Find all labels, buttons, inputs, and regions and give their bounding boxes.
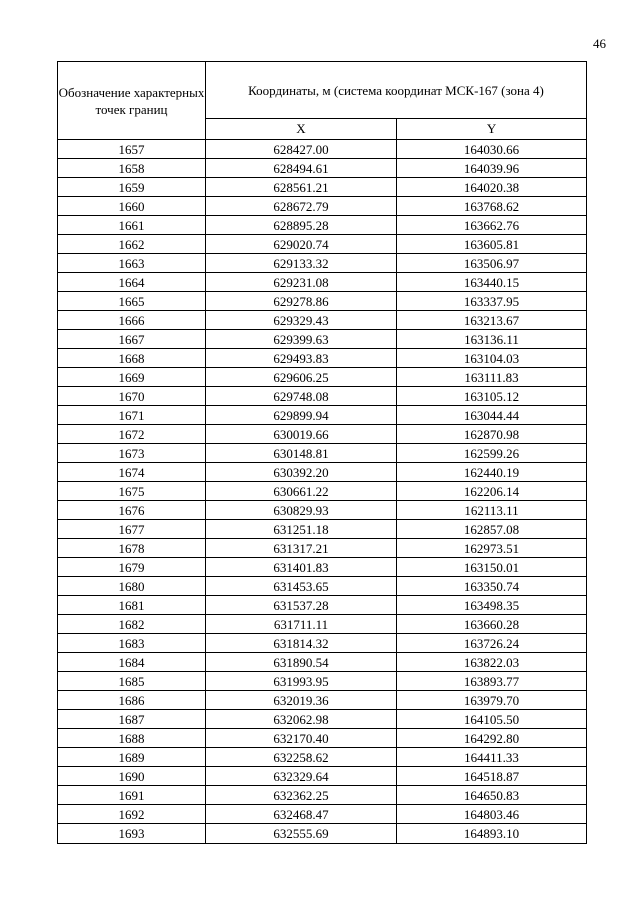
y-coordinate-cell: 162113.11 [397, 501, 587, 520]
y-coordinate-cell: 164105.50 [397, 710, 587, 729]
x-coordinate-cell: 632555.69 [206, 824, 397, 844]
point-id-cell: 1663 [58, 254, 206, 273]
point-id-cell: 1681 [58, 596, 206, 615]
x-coordinate-cell: 632062.98 [206, 710, 397, 729]
coordinates-header-label: Координаты, м (система координат МСК-167 (зона 4) [248, 82, 544, 98]
point-id-cell: 1660 [58, 197, 206, 216]
point-id-cell: 1674 [58, 463, 206, 482]
table-row [58, 349, 587, 368]
point-id-cell: 1659 [58, 178, 206, 197]
y-coordinate-cell: 163350.74 [397, 577, 587, 596]
point-id-cell: 1672 [58, 425, 206, 444]
y-coordinate-cell: 164039.96 [397, 159, 587, 178]
point-id-cell: 1691 [58, 786, 206, 805]
y-coordinate-cell: 163337.95 [397, 292, 587, 311]
table-row [58, 577, 587, 596]
coordinates-header [206, 62, 587, 119]
table-row [58, 235, 587, 254]
y-coordinate-cell: 162440.19 [397, 463, 587, 482]
x-coordinate-cell: 629278.86 [206, 292, 397, 311]
point-id-cell: 1657 [58, 140, 206, 159]
point-id-cell: 1669 [58, 368, 206, 387]
point-id-cell: 1667 [58, 330, 206, 349]
point-id-cell: 1684 [58, 653, 206, 672]
y-coordinate-cell: 163105.12 [397, 387, 587, 406]
y-coordinate-cell: 163440.15 [397, 273, 587, 292]
y-coordinate-cell: 163044.44 [397, 406, 587, 425]
table-body [58, 140, 587, 844]
y-coordinate-cell: 164411.33 [397, 748, 587, 767]
y-coordinate-cell: 163104.03 [397, 349, 587, 368]
point-id-cell: 1683 [58, 634, 206, 653]
x-coordinate-cell: 631993.95 [206, 672, 397, 691]
table-row [58, 748, 587, 767]
x-coordinate-cell: 629329.43 [206, 311, 397, 330]
point-id-cell: 1685 [58, 672, 206, 691]
point-id-cell: 1690 [58, 767, 206, 786]
y-coordinate-cell: 164020.38 [397, 178, 587, 197]
x-coordinate-cell: 628561.21 [206, 178, 397, 197]
table-row [58, 387, 587, 406]
x-coordinate-cell: 628672.79 [206, 197, 397, 216]
point-id-cell: 1668 [58, 349, 206, 368]
point-id-cell: 1670 [58, 387, 206, 406]
y-coordinate-cell: 163726.24 [397, 634, 587, 653]
table-row [58, 653, 587, 672]
x-coordinate-cell: 632468.47 [206, 805, 397, 824]
x-coordinate-cell: 630148.81 [206, 444, 397, 463]
point-id-cell: 1678 [58, 539, 206, 558]
point-designation-header-label: Обозначение характерных точек границ [58, 84, 205, 117]
table-row [58, 216, 587, 235]
point-id-cell: 1675 [58, 482, 206, 501]
y-coordinate-cell: 162206.14 [397, 482, 587, 501]
table-header [58, 62, 587, 140]
point-id-cell: 1665 [58, 292, 206, 311]
y-coordinate-cell: 163506.97 [397, 254, 587, 273]
point-id-cell: 1664 [58, 273, 206, 292]
point-id-cell: 1658 [58, 159, 206, 178]
y-coordinate-cell: 163979.70 [397, 691, 587, 710]
x-coordinate-cell: 631401.83 [206, 558, 397, 577]
table-row [58, 368, 587, 387]
table-row [58, 292, 587, 311]
point-id-cell: 1666 [58, 311, 206, 330]
x-coordinate-cell: 631711.11 [206, 615, 397, 634]
x-coordinate-cell: 629606.25 [206, 368, 397, 387]
x-coordinate-cell: 629493.83 [206, 349, 397, 368]
x-coordinate-cell: 629748.08 [206, 387, 397, 406]
point-id-cell: 1687 [58, 710, 206, 729]
table-row [58, 425, 587, 444]
y-coordinate-cell: 164518.87 [397, 767, 587, 786]
table-row [58, 197, 587, 216]
point-id-cell: 1671 [58, 406, 206, 425]
table-row [58, 672, 587, 691]
table-row [58, 786, 587, 805]
table-row [58, 805, 587, 824]
x-coordinate-cell: 630829.93 [206, 501, 397, 520]
x-coordinate-cell: 631537.28 [206, 596, 397, 615]
table-row [58, 691, 587, 710]
table-row [58, 596, 587, 615]
table-row [58, 463, 587, 482]
y-coordinate-cell: 162870.98 [397, 425, 587, 444]
table-row [58, 501, 587, 520]
x-coordinate-cell: 628895.28 [206, 216, 397, 235]
point-id-cell: 1682 [58, 615, 206, 634]
point-id-cell: 1673 [58, 444, 206, 463]
table-row [58, 824, 587, 844]
x-coordinate-cell: 628494.61 [206, 159, 397, 178]
y-coordinate-cell: 163768.62 [397, 197, 587, 216]
table-row [58, 140, 587, 159]
x-coordinate-cell: 629231.08 [206, 273, 397, 292]
table-row [58, 710, 587, 729]
table-row [58, 254, 587, 273]
table-row [58, 729, 587, 748]
y-coordinate-cell: 164893.10 [397, 824, 587, 844]
y-coordinate-cell: 162857.08 [397, 520, 587, 539]
table-row [58, 178, 587, 197]
point-id-cell: 1686 [58, 691, 206, 710]
table-row [58, 634, 587, 653]
x-coordinate-cell: 629020.74 [206, 235, 397, 254]
y-coordinate-cell: 163111.83 [397, 368, 587, 387]
table-row [58, 444, 587, 463]
x-coordinate-cell: 629133.32 [206, 254, 397, 273]
point-id-cell: 1689 [58, 748, 206, 767]
y-coordinate-cell: 163662.76 [397, 216, 587, 235]
x-column-header: X [206, 119, 397, 140]
x-coordinate-cell: 630392.20 [206, 463, 397, 482]
table-row [58, 273, 587, 292]
y-coordinate-cell: 164650.83 [397, 786, 587, 805]
y-coordinate-cell: 163498.35 [397, 596, 587, 615]
point-designation-header [58, 62, 206, 140]
y-coordinate-cell: 162973.51 [397, 539, 587, 558]
table-row [58, 482, 587, 501]
y-coordinate-cell: 163822.03 [397, 653, 587, 672]
point-id-cell: 1677 [58, 520, 206, 539]
y-coordinate-cell: 163136.11 [397, 330, 587, 349]
y-coordinate-cell: 163150.01 [397, 558, 587, 577]
y-column-header: Y [397, 119, 587, 140]
x-coordinate-cell: 629399.63 [206, 330, 397, 349]
y-coordinate-cell: 163660.28 [397, 615, 587, 634]
x-coordinate-cell: 631317.21 [206, 539, 397, 558]
table-row [58, 767, 587, 786]
point-id-cell: 1661 [58, 216, 206, 235]
point-id-cell: 1692 [58, 805, 206, 824]
x-coordinate-cell: 628427.00 [206, 140, 397, 159]
x-coordinate-cell: 632170.40 [206, 729, 397, 748]
table-row [58, 520, 587, 539]
table-row [58, 159, 587, 178]
point-id-cell: 1662 [58, 235, 206, 254]
x-coordinate-cell: 631453.65 [206, 577, 397, 596]
x-coordinate-cell: 631814.32 [206, 634, 397, 653]
x-coordinate-cell: 632258.62 [206, 748, 397, 767]
y-coordinate-cell: 163605.81 [397, 235, 587, 254]
x-coordinate-cell: 631890.54 [206, 653, 397, 672]
y-coordinate-cell: 164030.66 [397, 140, 587, 159]
coordinates-table [57, 61, 587, 844]
point-id-cell: 1680 [58, 577, 206, 596]
x-coordinate-cell: 629899.94 [206, 406, 397, 425]
x-coordinate-cell: 632329.64 [206, 767, 397, 786]
table-row [58, 558, 587, 577]
point-id-cell: 1693 [58, 824, 206, 844]
x-coordinate-cell: 630019.66 [206, 425, 397, 444]
x-coordinate-cell: 631251.18 [206, 520, 397, 539]
x-coordinate-cell: 632019.36 [206, 691, 397, 710]
table-row [58, 311, 587, 330]
y-coordinate-cell: 163213.67 [397, 311, 587, 330]
table-row [58, 406, 587, 425]
y-coordinate-cell: 162599.26 [397, 444, 587, 463]
y-coordinate-cell: 163893.77 [397, 672, 587, 691]
x-coordinate-cell: 632362.25 [206, 786, 397, 805]
x-coordinate-cell: 630661.22 [206, 482, 397, 501]
page-number: 46 [593, 36, 606, 51]
y-coordinate-cell: 164292.80 [397, 729, 587, 748]
y-coordinate-cell: 164803.46 [397, 805, 587, 824]
point-id-cell: 1676 [58, 501, 206, 520]
table-row [58, 539, 587, 558]
table-row [58, 330, 587, 349]
point-id-cell: 1679 [58, 558, 206, 577]
point-id-cell: 1688 [58, 729, 206, 748]
table-row [58, 615, 587, 634]
